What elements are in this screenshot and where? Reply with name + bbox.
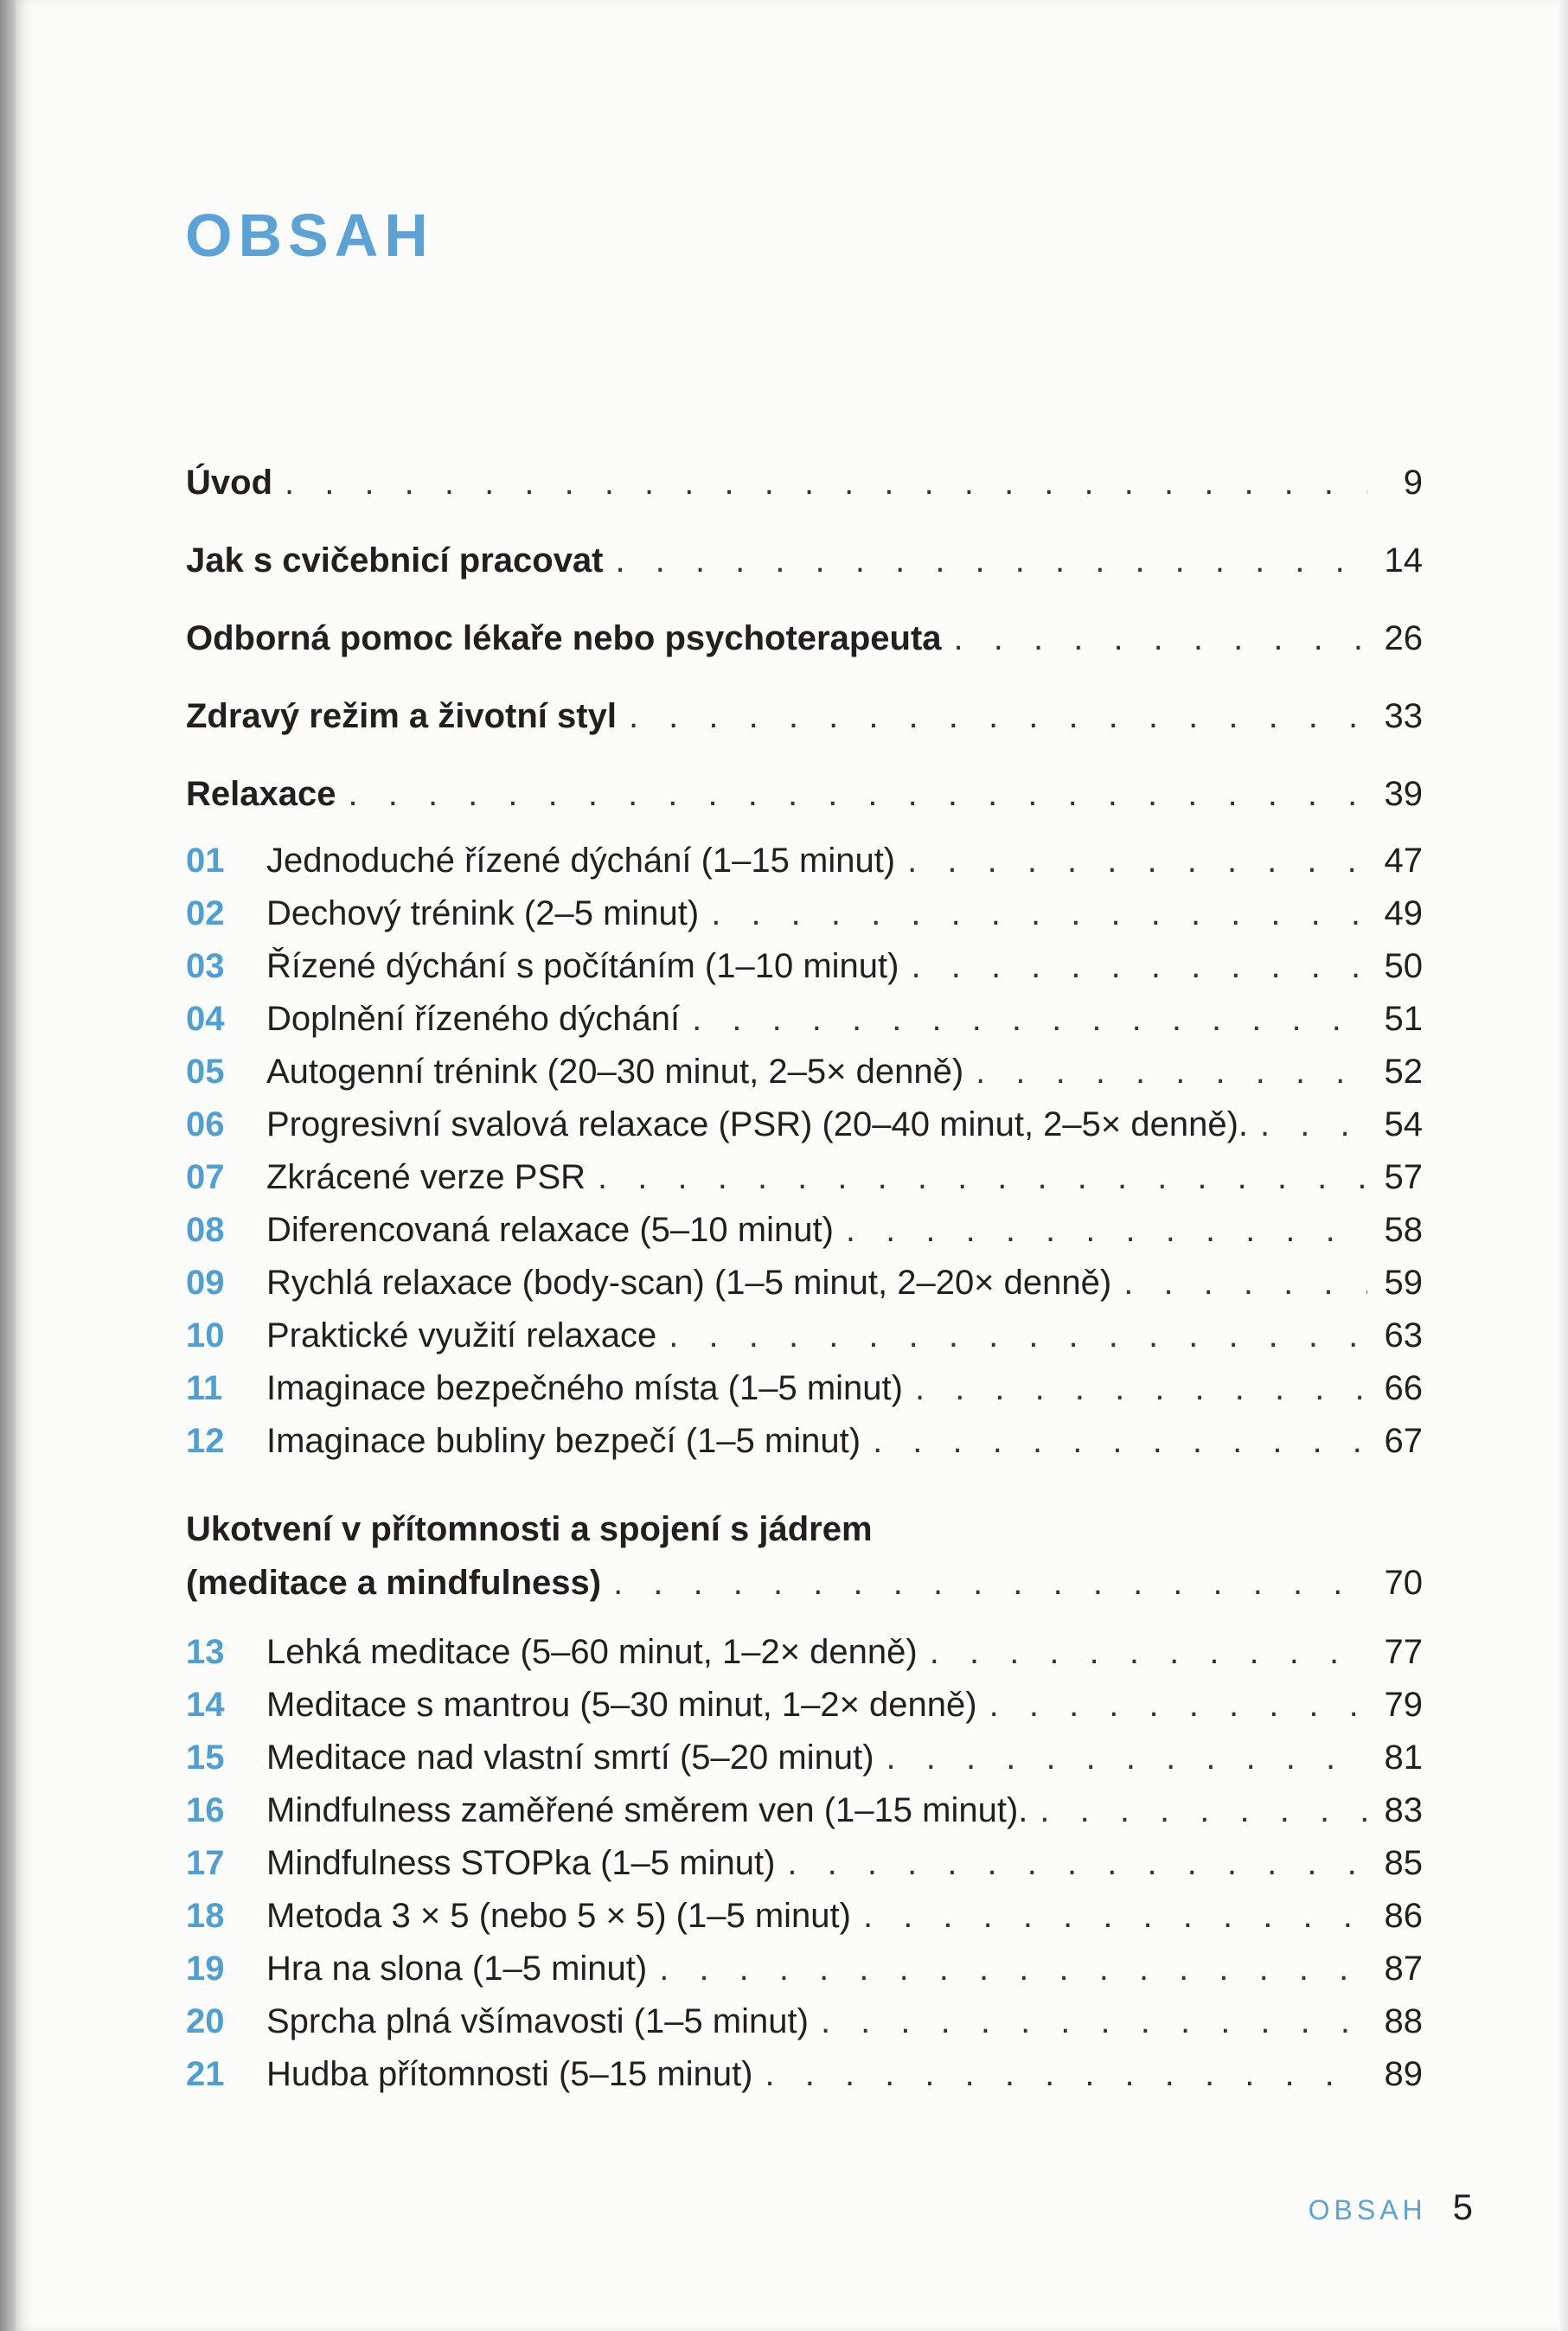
toc-chapter-row[interactable]: [186, 458, 1423, 507]
toc-item-label: Zdravý režim a životní styl: [186, 697, 617, 735]
toc-item-label: Lehká meditace (5–60 minut, 1–2× denně): [266, 1633, 918, 1671]
toc-dot-leader: [911, 942, 1367, 990]
toc-page-number: 88: [1384, 2002, 1423, 2040]
toc-subsection-row[interactable]: [186, 1100, 1423, 1149]
toc-dot-leader: [846, 1206, 1367, 1254]
toc-subsection-row[interactable]: [186, 1153, 1423, 1201]
toc-dot-leader: [669, 1311, 1367, 1360]
toc-page-number: 54: [1384, 1105, 1423, 1143]
toc-item-label: Jak s cvičebnicí pracovat: [186, 541, 604, 580]
toc-subsection-row[interactable]: [186, 1681, 1423, 1729]
toc-page-number: 39: [1384, 775, 1423, 813]
toc-item-label: Relaxace: [186, 775, 336, 813]
toc-dot-leader: [1260, 1100, 1367, 1149]
toc-chapter-row[interactable]: [186, 692, 1423, 740]
toc-dot-leader: [954, 614, 1367, 663]
toc-item-label: Metoda 3 × 5 (nebo 5 × 5) (1–5 minut): [266, 1897, 851, 1935]
toc-item-label: Meditace s mantrou (5–30 minut, 1–2× denně): [266, 1686, 977, 1724]
toc-page-number: 14: [1384, 541, 1423, 580]
toc-page-number: 89: [1384, 2055, 1423, 2093]
toc-dot-leader: [930, 1628, 1367, 1676]
toc-page-number: 52: [1384, 1053, 1423, 1091]
toc-item-label: Meditace nad vlastní smrtí (5–20 minut): [266, 1739, 874, 1777]
toc-page-number: 47: [1384, 842, 1423, 880]
toc-dot-leader: [348, 770, 1367, 818]
toc-item-number: 07: [186, 1158, 225, 1196]
toc-page-number: 79: [1384, 1686, 1423, 1724]
toc-chapter-title-line1: Ukotvení v přítomnosti a spojení s jádrem: [186, 1510, 873, 1548]
toc-page-number: 87: [1384, 1950, 1423, 1988]
toc-subsection-row[interactable]: [186, 1944, 1423, 1993]
toc-subsection-row[interactable]: [186, 1997, 1423, 2046]
toc-chapter-row[interactable]: [186, 536, 1423, 585]
toc-item-label: Diferencovaná relaxace (5–10 minut): [266, 1211, 834, 1249]
toc-subsection-row[interactable]: [186, 889, 1423, 938]
book-spine-shadow: [0, 0, 16, 2331]
toc-dot-leader: [1123, 1258, 1367, 1307]
toc-dot-leader: [613, 1559, 1367, 1607]
toc-dot-leader: [692, 995, 1367, 1043]
toc-subsection-row[interactable]: [186, 995, 1423, 1043]
toc-item-label: Imaginace bubliny bezpečí (1–5 minut): [266, 1422, 861, 1460]
toc-subsection-row[interactable]: [186, 1417, 1423, 1465]
toc-page-number: 85: [1384, 1844, 1423, 1882]
toc-dot-leader: [863, 1892, 1367, 1940]
toc-item-label: Mindfulness STOPka (1–5 minut): [266, 1844, 776, 1882]
toc-subsection-row[interactable]: [186, 1628, 1423, 1676]
toc-dot-leader: [873, 1417, 1367, 1465]
toc-dot-leader: [1040, 1786, 1367, 1835]
toc-item-number: 12: [186, 1422, 225, 1460]
toc-item-label: Imaginace bezpečného místa (1–5 minut): [266, 1369, 903, 1407]
toc-item-number: 09: [186, 1264, 225, 1302]
page-title: OBSAH: [185, 202, 434, 269]
toc-subsection-row[interactable]: [186, 2050, 1423, 2098]
page-footer: [1309, 2187, 1473, 2228]
toc-page-number: 50: [1384, 947, 1423, 985]
toc-dot-leader: [915, 1364, 1367, 1412]
toc-dot-leader: [787, 1839, 1367, 1887]
toc-item-number: 20: [186, 2002, 225, 2040]
toc-page-number: 33: [1384, 697, 1423, 735]
toc-dot-leader: [886, 1733, 1367, 1782]
toc-item-label: Mindfulness zaměřené směrem ven (1–15 minut).: [266, 1791, 1028, 1829]
toc-dot-leader: [598, 1153, 1367, 1201]
toc-item-label: Dechový trénink (2–5 minut): [266, 894, 700, 932]
toc-item-number: 04: [186, 1000, 225, 1038]
toc-item-number: 06: [186, 1105, 225, 1143]
toc-subsection-row[interactable]: [186, 836, 1423, 885]
book-page: [16, 0, 1568, 2331]
toc-subsection-row[interactable]: [186, 1786, 1423, 1835]
toc-item-number: 17: [186, 1844, 225, 1882]
toc-item-number: 05: [186, 1053, 225, 1091]
toc-page-number: 81: [1384, 1739, 1423, 1777]
toc-page-number: 9: [1403, 464, 1423, 502]
toc-page-number: 26: [1384, 619, 1423, 657]
toc-dot-leader: [629, 692, 1367, 740]
toc-page-number: 51: [1384, 1000, 1423, 1038]
toc-chapter-row[interactable]: [186, 770, 1423, 818]
toc-item-label: (meditace a mindfulness): [186, 1564, 602, 1602]
toc-item-label: Zkrácené verze PSR: [266, 1158, 586, 1196]
toc-dot-leader: [616, 536, 1368, 585]
toc-page-number: 67: [1384, 1422, 1423, 1460]
toc-page-number: 59: [1384, 1264, 1423, 1302]
toc-dot-leader: [659, 1944, 1367, 1993]
toc-item-label: Úvod: [186, 464, 272, 502]
toc-dot-leader: [976, 1047, 1367, 1096]
toc-item-label: Jednoduché řízené dýchání (1–15 minut): [266, 842, 896, 880]
toc-page-number: 49: [1384, 894, 1423, 932]
toc-dot-leader: [989, 1681, 1367, 1729]
toc-item-label: Řízené dýchání s počítáním (1–10 minut): [266, 947, 899, 985]
toc-subsection-row[interactable]: [186, 1733, 1423, 1782]
toc-page-number: 77: [1384, 1633, 1423, 1671]
toc-subsection-row[interactable]: [186, 1311, 1423, 1360]
toc-chapter-row[interactable]: [186, 614, 1423, 663]
toc-subsection-row[interactable]: [186, 1892, 1423, 1940]
toc-item-label: Odborná pomoc lékaře nebo psychoterapeuta: [186, 619, 942, 657]
toc-subsection-row[interactable]: [186, 1839, 1423, 1887]
toc-page-number: 86: [1384, 1897, 1423, 1935]
toc-item-number: 01: [186, 842, 225, 880]
toc-item-label: Doplnění řízeného dýchání: [266, 1000, 681, 1038]
toc-page-number: 66: [1384, 1369, 1423, 1407]
toc-chapter-row[interactable]: [186, 1559, 1423, 1607]
toc-page-number: 57: [1384, 1158, 1423, 1196]
toc-item-number: 02: [186, 894, 225, 932]
toc-item-number: 08: [186, 1211, 225, 1249]
toc-subsection-row[interactable]: [186, 1206, 1423, 1254]
toc-item-label: Rychlá relaxace (body-scan) (1–5 minut, 2–20× denně): [266, 1264, 1112, 1302]
toc-item-number: 18: [186, 1897, 225, 1935]
toc-item-label: Praktické využití relaxace: [266, 1316, 657, 1354]
toc-item-label: Sprcha plná všímavosti (1–5 minut): [266, 2002, 809, 2040]
toc-item-label: Progresivní svalová relaxace (PSR) (20–40 minut, 2–5× denně).: [266, 1105, 1249, 1143]
footer-page-number: 5: [1452, 2187, 1473, 2227]
toc-dot-leader: [907, 836, 1367, 885]
toc-item-number: 21: [186, 2055, 225, 2093]
toc-dot-leader: [285, 458, 1367, 507]
toc-page-number: 58: [1384, 1211, 1423, 1249]
toc-subsection-row[interactable]: [186, 942, 1423, 990]
toc-item-number: 10: [186, 1316, 225, 1354]
toc-item-number: 14: [186, 1686, 225, 1724]
toc-item-label: Hra na slona (1–5 minut): [266, 1950, 648, 1988]
toc-page-number: 63: [1384, 1316, 1423, 1354]
toc-item-label: Autogenní trénink (20–30 minut, 2–5× denně): [266, 1053, 964, 1091]
toc-dot-leader: [765, 2050, 1368, 2098]
toc-subsection-row[interactable]: [186, 1364, 1423, 1412]
footer-section-label: OBSAH: [1308, 2194, 1427, 2225]
table-of-contents: [16, 0, 1568, 2331]
toc-item-number: 11: [186, 1369, 223, 1407]
toc-item-number: 16: [186, 1791, 225, 1829]
toc-item-number: 03: [186, 947, 225, 985]
toc-item-label: Hudba přítomnosti (5–15 minut): [266, 2055, 753, 2093]
toc-page-number: 70: [1384, 1564, 1423, 1602]
toc-item-number: 15: [186, 1739, 225, 1777]
toc-dot-leader: [711, 889, 1367, 938]
toc-item-number: 13: [186, 1633, 225, 1671]
toc-item-number: 19: [186, 1950, 225, 1988]
toc-dot-leader: [821, 1997, 1367, 2046]
toc-page-number: 83: [1384, 1791, 1423, 1829]
toc-subsection-row[interactable]: [186, 1258, 1423, 1307]
toc-subsection-row[interactable]: [186, 1047, 1423, 1096]
